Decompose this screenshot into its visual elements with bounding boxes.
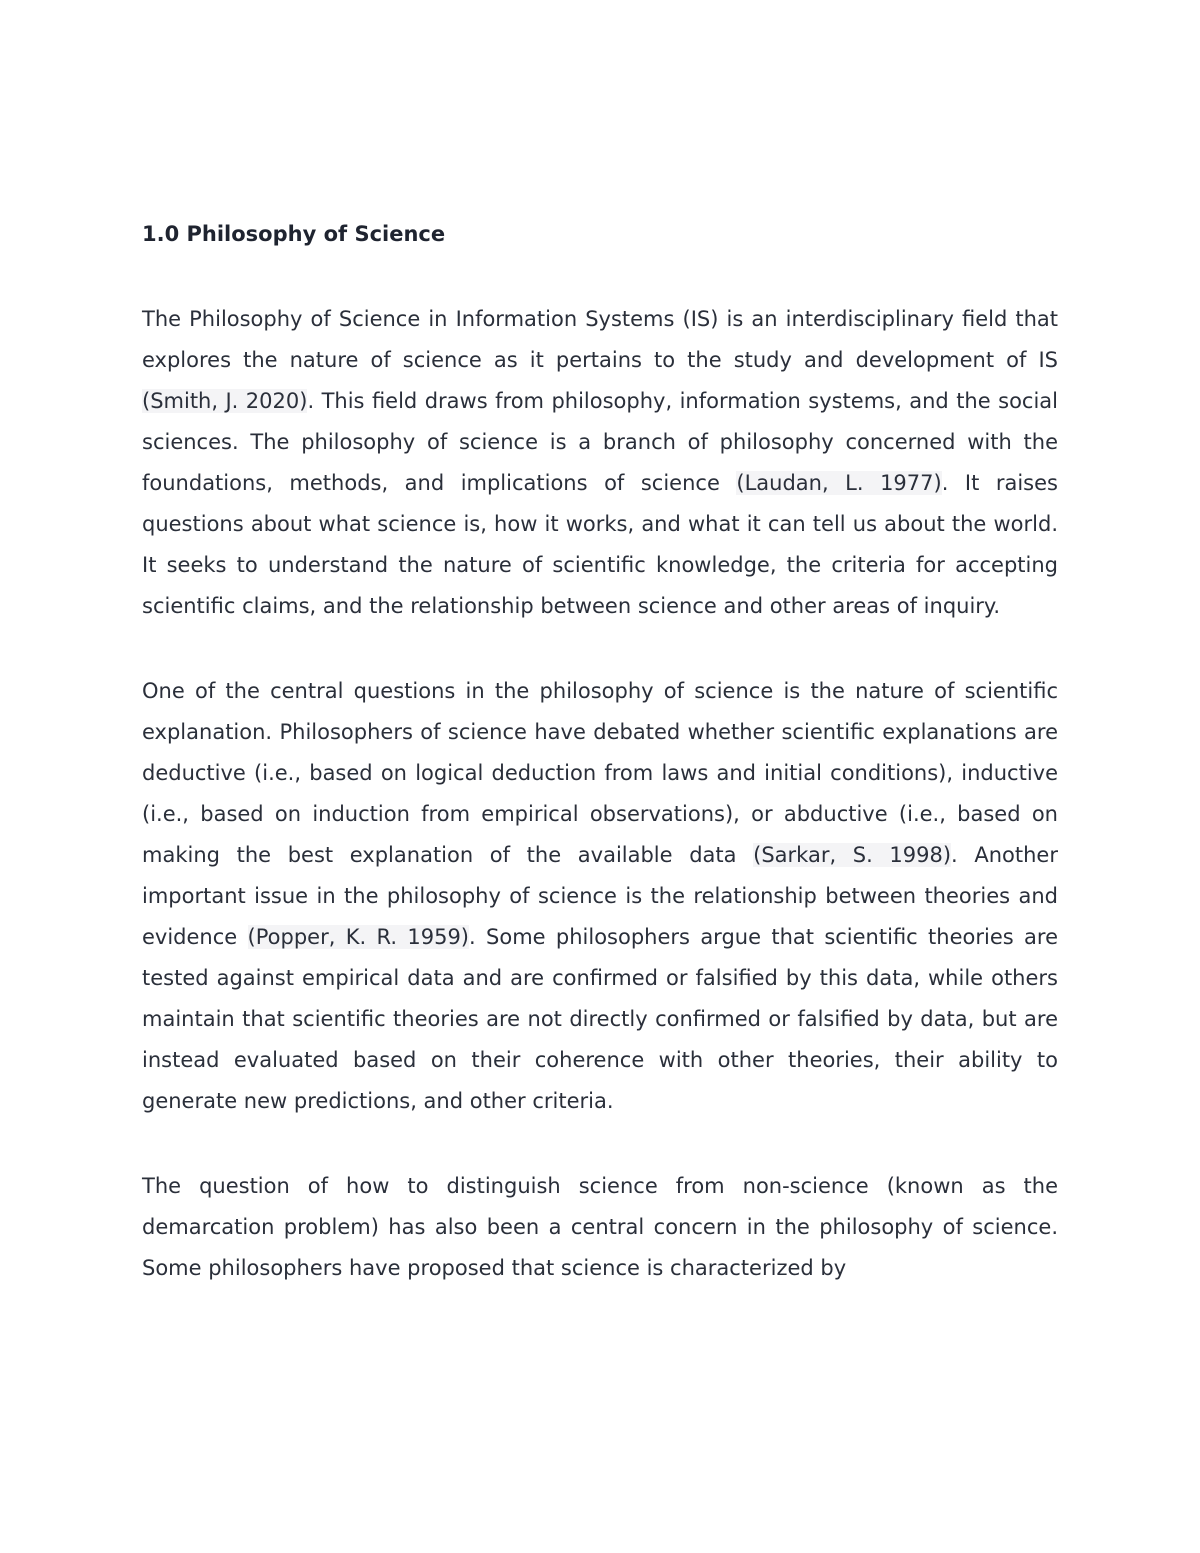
paragraph-text: . Another important issue in the philosophy of science is the relationship between theories and evidence [142, 843, 1058, 949]
document-body [142, 214, 1058, 1289]
citation-sarkar-1998: (Sarkar, S. 1998) [753, 843, 952, 867]
paragraph-text: . Some philosophers argue that scientific theories are tested against empirical data and are confirmed or falsified by this data, while others maintain that scientific theories are not directly confirmed or falsified by data, but are instead evaluated based on their coherence with other theories, their ability to generate new predictions, and other criteria. [142, 925, 1058, 1113]
paragraph-3 [142, 1166, 1058, 1289]
paragraph-2 [142, 671, 1058, 1122]
paragraph-text: One of the central questions in the philosophy of science is the nature of scientific explanation. Philosophers of science have debated whether scientific explanations are deductive (i.e., based on logical deduction from laws and initial conditions), inductive (i.e., based on induction from empirical observations), or abductive (i.e., based on making the best explanation of the available data [142, 679, 1058, 867]
citation-laudan-1977: (Laudan, L. 1977) [736, 471, 942, 495]
citation-popper-1959: (Popper, K. R. 1959) [247, 925, 469, 949]
section-heading: 1.0 Philosophy of Science [142, 222, 446, 246]
paragraph-1 [142, 299, 1058, 627]
paragraph-text: . It raises questions about what science is, how it works, and what it can tell us about the world. It seeks to understand the nature of scientific knowledge, the criteria for accepting scientific claims, and the relationship between science and other areas of inquiry. [142, 471, 1058, 618]
citation-smith-2020: (Smith, J. 2020) [142, 389, 308, 413]
paragraph-text: The question of how to distinguish science from non-science (known as the demarcation problem) has also been a central concern in the philosophy of science. Some philosophers have proposed that science is characterized by [142, 1174, 1058, 1280]
paragraph-text: . This field draws from philosophy, information systems, and the social sciences. The philosophy of science is a branch of philosophy concerned with the foundations, methods, and implications of science [142, 389, 1058, 495]
paragraph-text: The Philosophy of Science in Information Systems (IS) is an interdisciplinary field that explores the nature of science as it pertains to the study and development of IS [142, 307, 1058, 372]
